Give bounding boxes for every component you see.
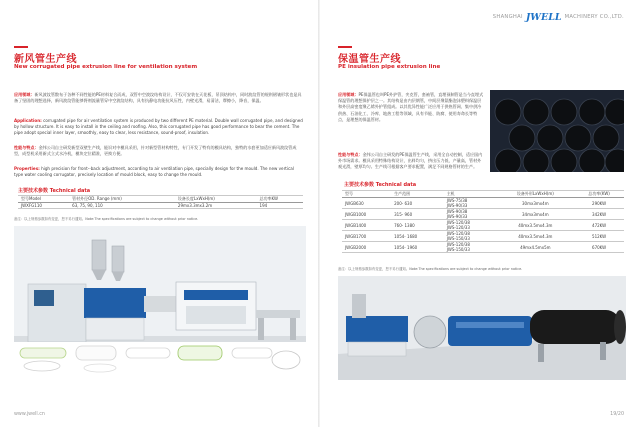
col-model: 型号 <box>342 191 391 198</box>
cell-extruder <box>444 198 497 209</box>
cell-range: 200- 630 <box>391 198 444 209</box>
right-tech-heading: 主要技术参数 Technical data <box>344 182 417 188</box>
extruder-line: JWS-120/38 <box>446 220 470 225</box>
brand-logo: JWELL <box>525 11 562 23</box>
cell-power: 472KW <box>574 220 624 231</box>
left-note: 备注：以上规格参数如有变更，恕不另行通知。Note:The specifications are subject to change without prior notice. <box>14 217 199 221</box>
col-dimension: 设备长度LxWxH(m) <box>175 196 257 203</box>
table-header-row <box>342 191 624 198</box>
cell-model: JWGB2000 <box>342 242 391 253</box>
brand-left-text: SHANGHAI <box>492 14 523 20</box>
cell-dimension: 34mx3mx4m <box>496 209 574 220</box>
left-title-en: New corrugated pipe extrusion line for ventilation system <box>14 64 198 70</box>
left-para-application-en <box>14 118 304 137</box>
cell-extruder <box>444 209 497 220</box>
cell-extruder <box>444 231 497 242</box>
extruder-line: JWS-90/38 <box>446 209 468 214</box>
table-row <box>342 231 624 242</box>
extruder-line: JWS-120/38 <box>446 231 470 236</box>
right-para-application-cn <box>338 92 484 123</box>
text: PE保温管也叫PE外护管，夹克管，套袖管，直埋预制管是当今直埋式保温管的理想保护层之一。其结构是由内层钢管，中间层聚氨酯泡沫塑料保温层和外层高密度聚乙烯外护管组成。以其优异性能广泛应用于供热管网、集中供冷供热、石油化工、冷库、地热工程等领域，具有节能、防腐、使用寿命长等特点，是理想的保温管材。 <box>338 92 484 122</box>
brand-header <box>493 10 624 24</box>
text: corrugated pipe for air ventilation system is produced by two different PE material. Double wall corrugated pipe, and designed by hollow structure. It is easy to install in the ceiling and roofing. Also, this corrugated pipe has good performance to bear the cement. The pipe adopt special inner layer, smoothly, easy to clear, less resistance, sound-proof, insulation. <box>14 118 303 136</box>
left-para-properties-cn <box>14 145 304 157</box>
label: 应用领域： <box>338 92 359 97</box>
extruder-line: JWS-150/33 <box>446 247 470 252</box>
extruder-line: JWS-90/33 <box>446 203 468 208</box>
col-model: 型号Model <box>18 196 69 203</box>
right-machine-photo <box>338 276 626 380</box>
left-para-application-cn <box>14 92 304 104</box>
cell-power: 290KW <box>574 198 624 209</box>
col-dimension: 设备外形LxWxH(m) <box>496 191 574 198</box>
table-row <box>342 209 624 220</box>
cell-power: 670KW <box>574 242 624 253</box>
right-pipe-photo <box>490 90 624 172</box>
insulation-line-illustration <box>338 276 626 380</box>
left-tech-table <box>18 195 303 209</box>
right-title-cn: 保温管生产线 <box>338 54 401 65</box>
right-tech-table <box>342 190 624 253</box>
footer-page-number: 19/20 <box>610 412 624 417</box>
extruder-line: JWS-120/38 <box>446 242 470 247</box>
cell-power: 342KW <box>574 209 624 220</box>
cell-range: 1054- 1960 <box>391 242 444 253</box>
label: Application: <box>14 118 42 123</box>
cell-range: 315- 960 <box>391 209 444 220</box>
cell-od-range: 63, 75, 90, 110 <box>69 203 175 209</box>
cell-model: JWGB1700 <box>342 231 391 242</box>
right-title-en: PE insulation pipe extrusion line <box>338 64 441 70</box>
text: 新风波纹管散布于各种不同性能的PE材料复合而成，双管中空波纹结构设计，不仅可安装在天花板、吊顶结构中，同时波纹管的规则褶皱形状也是具备了坚固的理想选择，新风波纹管能够将剂流量管穿中空波纹结构，具有抗静电功能抗风压性，内壁光滑，易清洁，摩擦小，降音，保温。 <box>14 92 302 104</box>
right-title-bar <box>338 46 352 48</box>
col-extruder: 主机 <box>444 191 497 198</box>
cell-model: JWGB1400 <box>342 220 391 231</box>
table-header-row <box>18 196 303 203</box>
right-para-properties-cn <box>338 152 484 171</box>
table-row <box>342 220 624 231</box>
cell-range: 1054- 1680 <box>391 231 444 242</box>
cell-dimension: 29mx3.3mx3.2m <box>175 203 257 209</box>
left-title-cn: 新风管生产线 <box>14 54 77 65</box>
text: 金纬公司自主研发的PE保温管生产线，采用全自动控制，适应国内外市场需求。模具采用特殊结构设计，出料均匀，挤出压力低，产量高，管材外观光滑，壁厚均匀。生产线可根据客户要求配置，满足不同规格管材的生产。 <box>338 152 483 170</box>
left-machine-photo <box>14 226 306 374</box>
extruder-line: JWS-120/33 <box>446 225 470 230</box>
cell-model: JWGB1000 <box>342 209 391 220</box>
col-od-range: 管材外径OD. Range (mm) <box>69 196 175 203</box>
label: 性能与特点： <box>14 145 39 150</box>
cell-model: JWGB630 <box>342 198 391 209</box>
cell-power: 512KW <box>574 231 624 242</box>
extruder-line: JWS-75/38 <box>446 198 468 203</box>
extruder-line: JWS-150/33 <box>446 236 470 241</box>
cell-model: JWXFG110 <box>18 203 69 209</box>
label: 应用领域： <box>14 92 35 97</box>
cell-dimension: 30mx3mx4m <box>496 198 574 209</box>
text: high precision for front--back adjustment, according to air ventilation pipe, specially design for the mould. The new vertical type water cooling corrugator, precisely location of mould block, easy to change the mould. <box>14 166 294 178</box>
brand-right-text: MACHINERY CO.,LTD. <box>564 14 624 20</box>
cell-dimension: 40mx3.5mx4.3m <box>496 220 574 231</box>
text: 金纬公司自主研发新型双壁生产线，能识对中模具采用，针对新型管材构特性，专门开发了特有的模具结构，独特的水套更加适应新风波纹管成型，成型机采用新式立式水冷机，模块定位精准，更换方便。 <box>14 145 297 157</box>
table-row <box>342 198 624 209</box>
label: 性能与特点： <box>338 152 363 157</box>
pipe-stack-illustration <box>490 90 624 172</box>
page-fold <box>318 0 320 427</box>
corrugated-line-illustration <box>14 226 306 374</box>
table-row <box>342 242 624 253</box>
left-para-properties-en <box>14 166 304 178</box>
left-tech-heading: 主要技术参数 Technical data <box>18 188 91 194</box>
label: Properties: <box>14 166 40 171</box>
right-note: 备注：以上规格参数如有变更，恕不另行通知。Note:The specifications are subject to change without prior notice. <box>338 267 523 271</box>
cell-extruder <box>444 242 497 253</box>
cell-range: 760- 1380 <box>391 220 444 231</box>
col-power: 总功率KW <box>257 196 303 203</box>
cell-dimension: 49mx4.5mx5m <box>496 242 574 253</box>
cell-extruder <box>444 220 497 231</box>
extruder-line: JWS-90/33 <box>446 214 468 219</box>
cell-power: 194 <box>257 203 303 209</box>
footer-website: www.jwell.cn <box>14 412 45 417</box>
cell-dimension: 40mx3.5mx4.3m <box>496 231 574 242</box>
col-range: 生产范围 <box>391 191 444 198</box>
left-title-bar <box>14 46 28 48</box>
table-row <box>18 203 303 209</box>
col-power: 总功率(KW) <box>574 191 624 198</box>
